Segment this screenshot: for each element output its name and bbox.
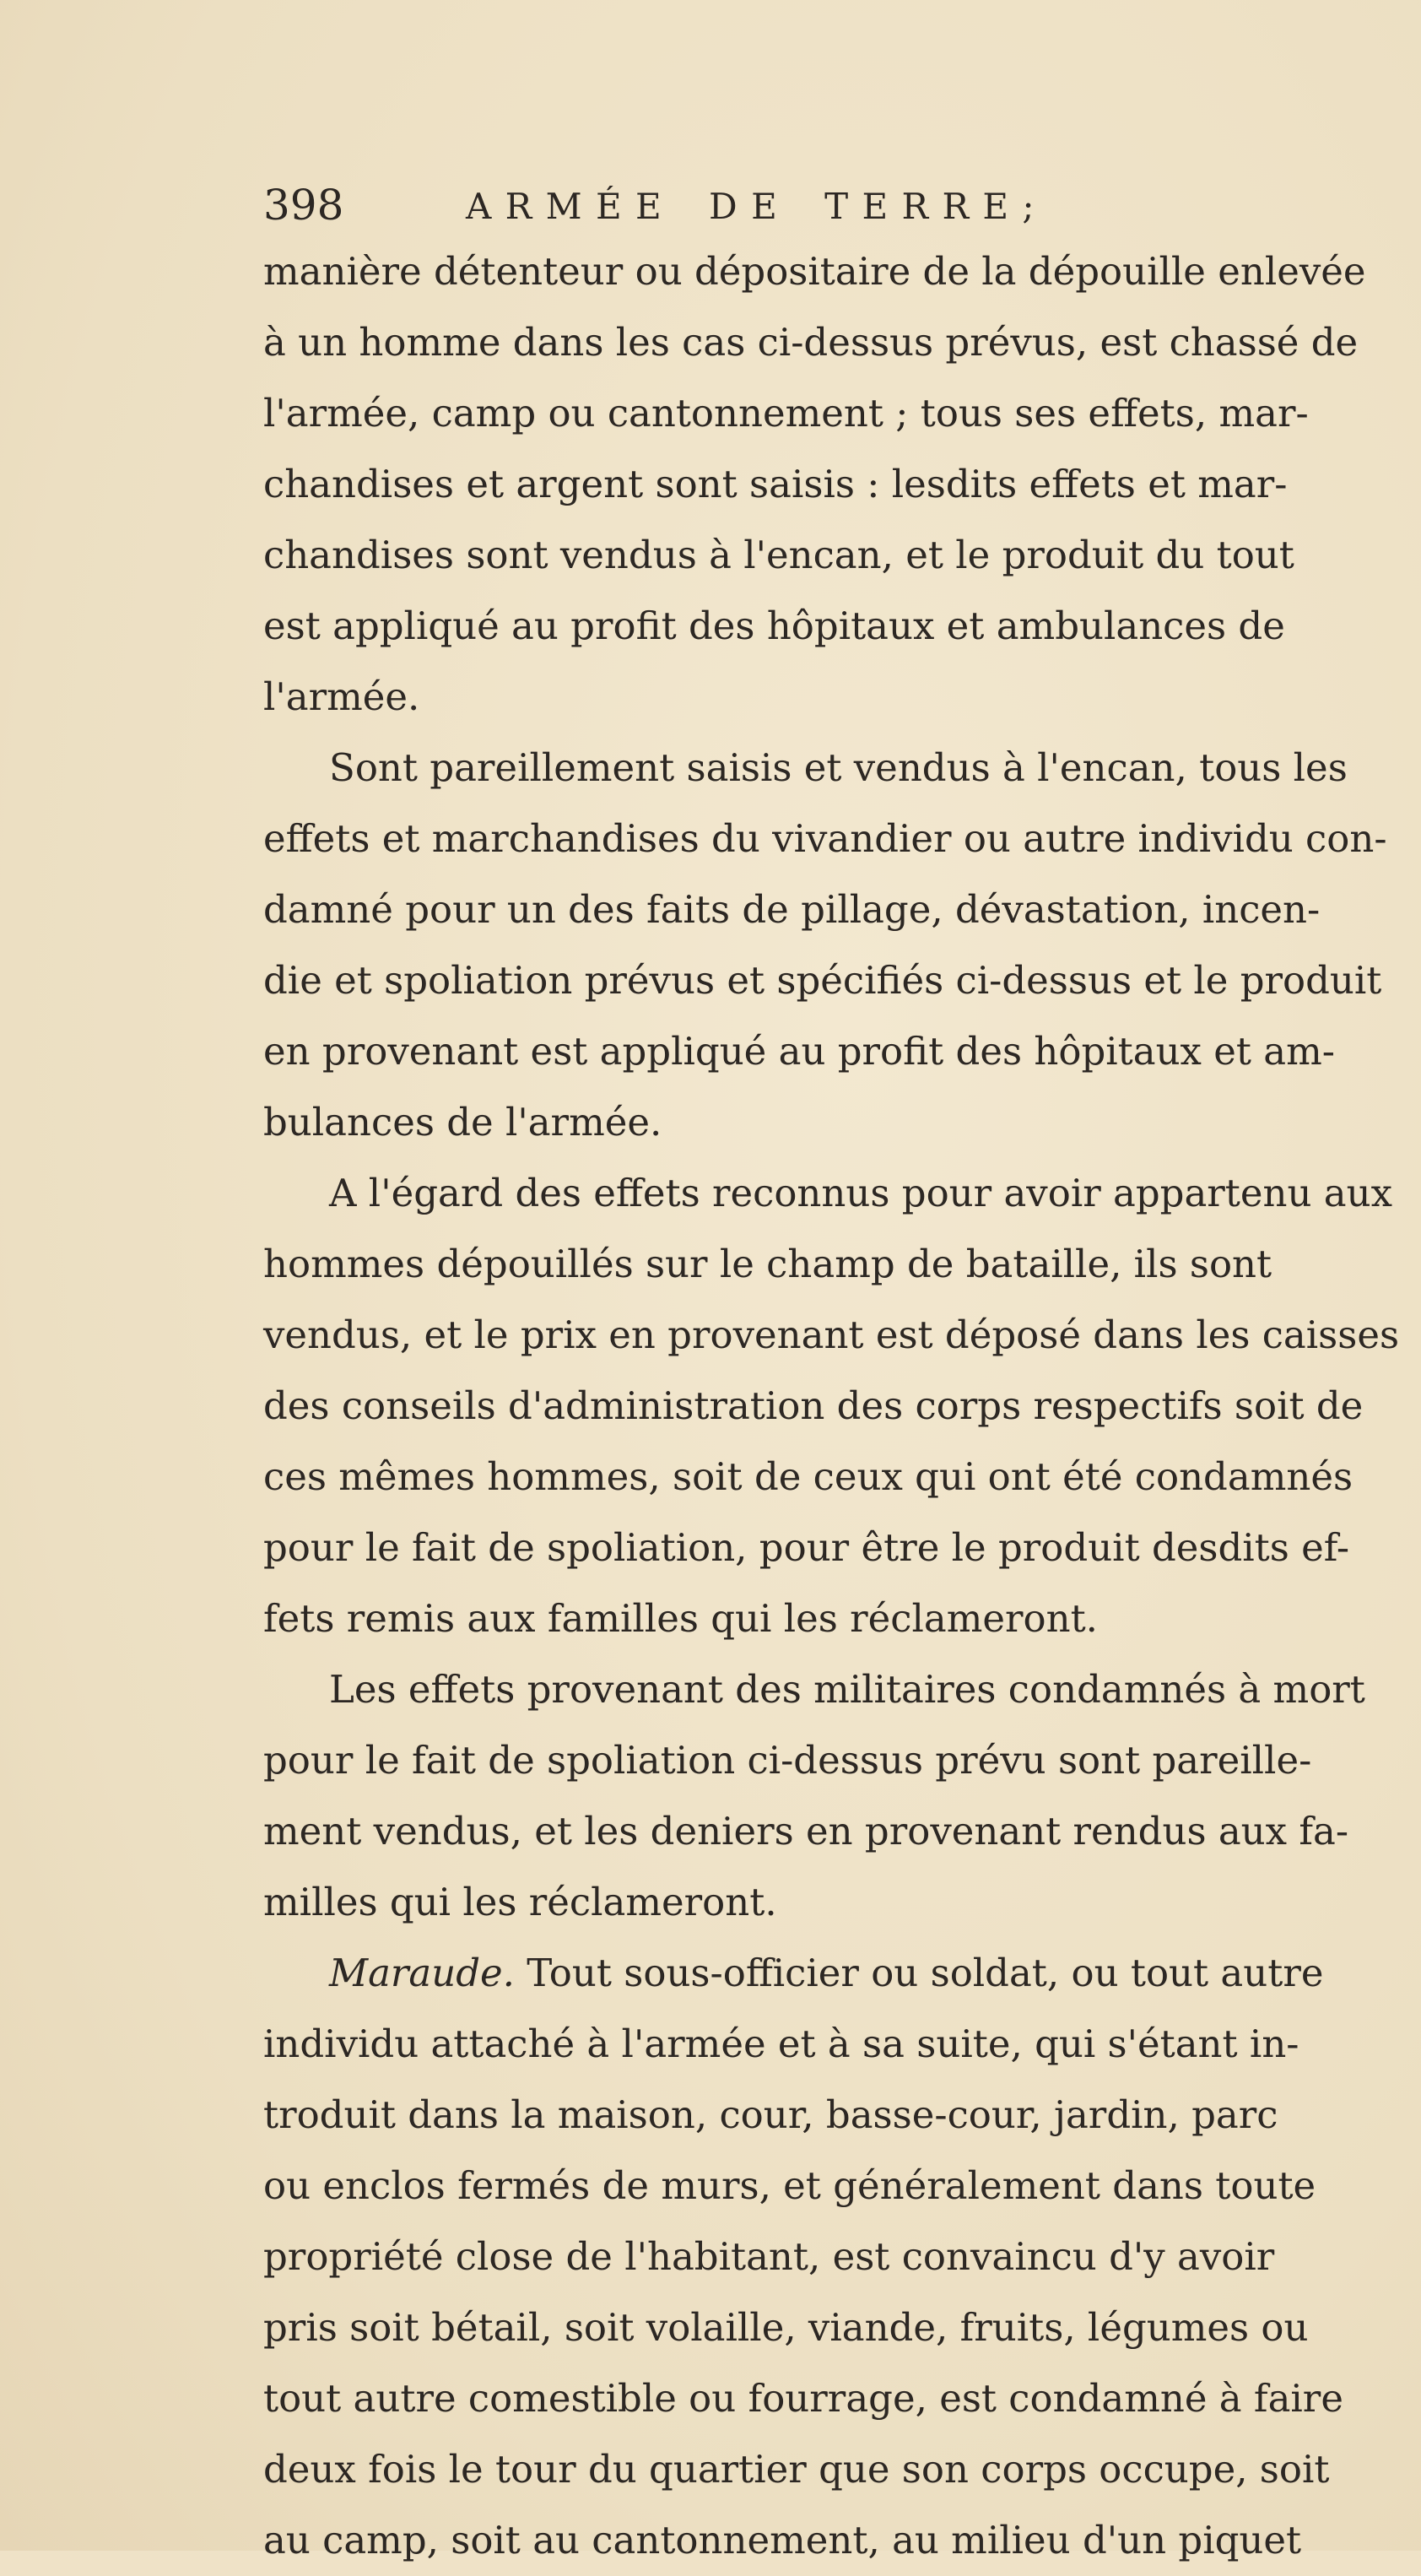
text-line bbox=[263, 1796, 1421, 1867]
text-line bbox=[263, 1654, 1421, 1725]
line-text: pris soit bétail, soit volaille, viande, fruits, légumes ou bbox=[263, 2305, 1309, 2350]
text-line bbox=[263, 1158, 1421, 1229]
line-text: hommes dépouillés sur le champ de bataille, ils sont bbox=[263, 1242, 1272, 1286]
line-text: l'armée. bbox=[263, 674, 420, 719]
text-line bbox=[263, 1300, 1421, 1371]
text-line bbox=[263, 2222, 1421, 2292]
line-text: au camp, soit au cantonnement, au milieu d'un piquet bbox=[263, 2518, 1302, 2562]
running-title-word-1: A R M É E bbox=[466, 186, 662, 227]
line-text: troduit dans la maison, cour, basse-cour, jardin, parc bbox=[263, 2092, 1278, 2137]
text-line bbox=[263, 874, 1421, 945]
text-line bbox=[263, 1087, 1421, 1158]
line-text: tout autre comestible ou fourrage, est condamné à faire bbox=[263, 2376, 1343, 2421]
line-text: des conseils d'administration des corps respectifs soit de bbox=[263, 1383, 1364, 1428]
line-text: milles qui les réclameront. bbox=[263, 1880, 777, 1924]
line-text: Sont pareillement saisis et vendus à l'encan, tous les bbox=[329, 745, 1348, 790]
line-text: Tout sous-officier ou soldat, ou tout autre bbox=[514, 1951, 1324, 1995]
line-text: die et spoliation prévus et spécifiés ci-dessus et le produit bbox=[263, 958, 1382, 1003]
line-text: est appliqué au profit des hôpitaux et ambulances de bbox=[263, 603, 1285, 648]
text-line bbox=[263, 2009, 1421, 2080]
text-line bbox=[263, 2080, 1421, 2151]
text-line bbox=[263, 236, 1421, 307]
line-text: deux fois le tour du quartier que son corps occupe, soit bbox=[263, 2447, 1330, 2492]
text-line bbox=[263, 733, 1421, 804]
text-line bbox=[263, 1867, 1421, 1938]
line-text: ou enclos fermés de murs, et généralement dans toute bbox=[263, 2163, 1316, 2208]
line-text: damné pour un des faits de pillage, dévastation, incen- bbox=[263, 887, 1321, 932]
line-text: en provenant est appliqué au profit des hôpitaux et am- bbox=[263, 1029, 1335, 1074]
line-text: manière détenteur ou dépositaire de la dépouille enlevée bbox=[263, 249, 1366, 294]
line-text: à un homme dans les cas ci-dessus prévus, est chassé de bbox=[263, 320, 1359, 365]
line-text: vendus, et le prix en provenant est déposé dans les caisses bbox=[263, 1312, 1400, 1357]
text-line bbox=[263, 804, 1421, 874]
line-text: chandises sont vendus à l'encan, et le produit du tout bbox=[263, 533, 1294, 577]
section-heading-italic: Maraude. bbox=[329, 1951, 515, 1995]
text-line bbox=[263, 1016, 1421, 1087]
text-line bbox=[263, 2292, 1421, 2363]
line-text: bulances de l'armée. bbox=[263, 1100, 662, 1145]
line-text: l'armée, camp ou cantonnement ; tous ses effets, mar- bbox=[263, 391, 1309, 436]
text-line bbox=[263, 378, 1421, 449]
page-text-block bbox=[263, 169, 1421, 2576]
line-text: effets et marchandises du vivandier ou autre individu con- bbox=[263, 816, 1387, 861]
running-title bbox=[466, 186, 1068, 227]
text-line bbox=[263, 1725, 1421, 1796]
running-title-word-3: T E R R E ; bbox=[824, 186, 1035, 227]
text-line bbox=[263, 307, 1421, 378]
text-line bbox=[263, 1371, 1421, 1442]
text-line bbox=[263, 449, 1421, 520]
text-line bbox=[263, 1229, 1421, 1300]
text-line bbox=[263, 2151, 1421, 2222]
line-text: ces mêmes hommes, soit de ceux qui ont été condamnés bbox=[263, 1454, 1353, 1499]
line-text: fets remis aux familles qui les réclameront. bbox=[263, 1596, 1098, 1641]
line-text: pour le fait de spoliation, pour être le produit desdits ef- bbox=[263, 1525, 1350, 1570]
text-line bbox=[263, 1583, 1421, 1654]
text-line bbox=[263, 591, 1421, 662]
page-header bbox=[263, 169, 1421, 236]
text-line bbox=[263, 520, 1421, 591]
text-line bbox=[263, 1513, 1421, 1583]
line-text: individu attaché à l'armée et à sa suite, qui s'étant in- bbox=[263, 2021, 1299, 2066]
running-title-word-2: D E bbox=[709, 186, 778, 227]
line-text: chandises et argent sont saisis : lesdits effets et mar- bbox=[263, 462, 1288, 506]
text-line bbox=[263, 1442, 1421, 1513]
line-text: pour le fait de spoliation ci-dessus prévu sont pareille- bbox=[263, 1738, 1312, 1783]
page-number: 398 bbox=[263, 181, 344, 230]
text-line bbox=[263, 2434, 1421, 2505]
text-line bbox=[263, 2505, 1421, 2576]
line-text: A l'égard des effets reconnus pour avoir appartenu aux bbox=[329, 1171, 1392, 1215]
text-line bbox=[263, 2363, 1421, 2434]
body-text bbox=[263, 236, 1421, 2576]
line-text: ment vendus, et les deniers en provenant rendus aux fa- bbox=[263, 1809, 1349, 1854]
text-line bbox=[263, 945, 1421, 1016]
text-line bbox=[263, 1938, 1421, 2009]
line-text: propriété close de l'habitant, est convaincu d'y avoir bbox=[263, 2234, 1275, 2279]
text-line bbox=[263, 662, 1421, 733]
line-text: Les effets provenant des militaires condamnés à mort bbox=[329, 1667, 1365, 1712]
